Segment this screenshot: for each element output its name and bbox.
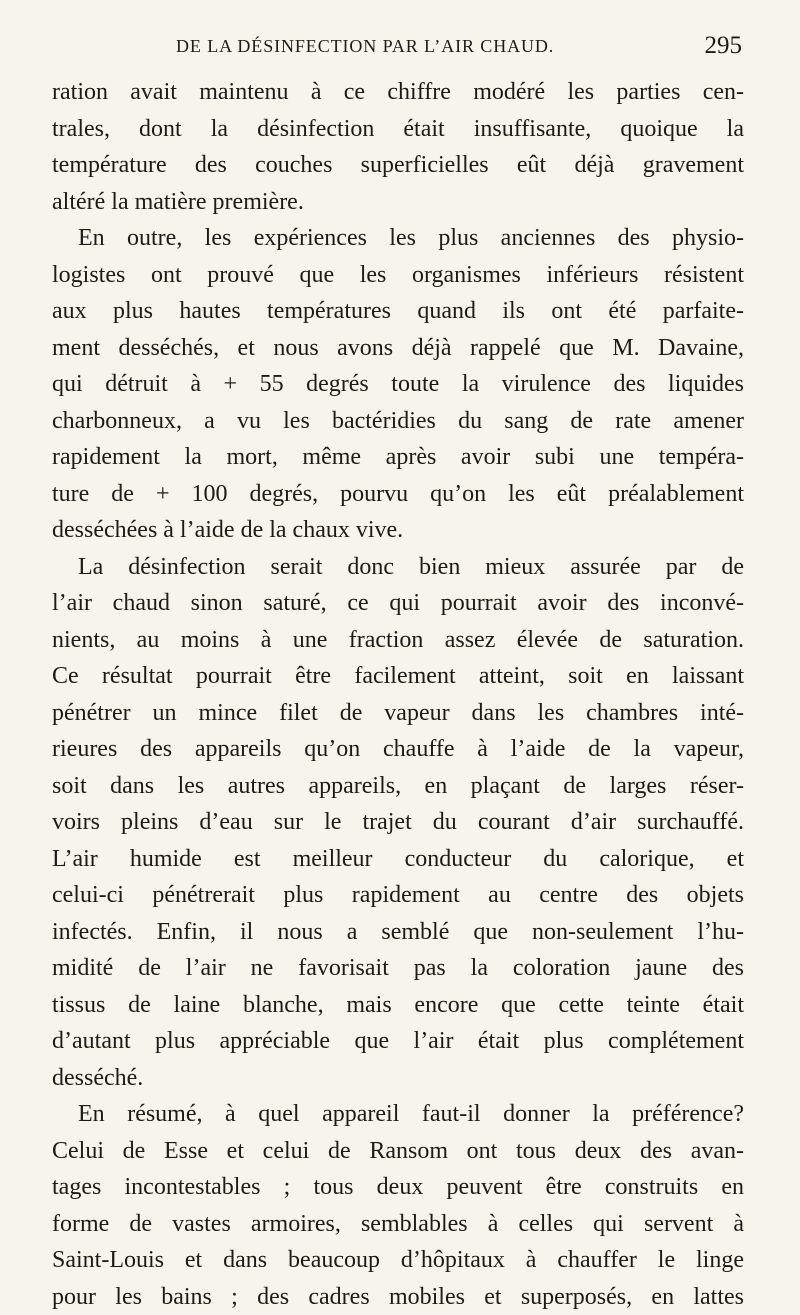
text-line: pour les bains ; des cadres mobiles et superposés, en lattes [52,1279,744,1315]
text-line: rapidement la mort, même après avoir subi une tempéra- [52,439,744,476]
text-line: température des couches superficielles eût déjà gravement [52,147,744,184]
text-line: desséché. [52,1060,744,1097]
text-line: infectés. Enfin, il nous a semblé que non-seulement l’hu- [52,914,744,951]
body-text [52,74,744,1315]
text-line: ture de + 100 degrés, pourvu qu’on les eût préalablement [52,476,744,513]
text-line: midité de l’air ne favorisait pas la coloration jaune des [52,950,744,987]
text-line: La désinfection serait donc bien mieux assurée par de [52,549,744,586]
text-line: tissus de laine blanche, mais encore que cette teinte était [52,987,744,1024]
text-line: logistes ont prouvé que les organismes inférieurs résistent [52,257,744,294]
text-line: pénétrer un mince filet de vapeur dans les chambres inté- [52,695,744,732]
text-line: ration avait maintenu à ce chiffre modéré les parties cen- [52,74,744,111]
text-line: desséchées à l’aide de la chaux vive. [52,512,744,549]
text-line: soit dans les autres appareils, en plaçant de larges réser- [52,768,744,805]
text-line: En résumé, à quel appareil faut-il donner la préférence? [52,1096,744,1133]
text-line: voirs pleins d’eau sur le trajet du courant d’air surchauffé. [52,804,744,841]
text-line: charbonneux, a vu les bactéridies du sang de rate amener [52,403,744,440]
text-line: qui détruit à + 55 degrés toute la virulence des liquides [52,366,744,403]
page-header [50,28,750,68]
text-line: forme de vastes armoires, semblables à celles qui servent à [52,1206,744,1243]
text-line: nients, au moins à une fraction assez élevée de saturation. [52,622,744,659]
text-line: L’air humide est meilleur conducteur du calorique, et [52,841,744,878]
page-number: 295 [705,32,743,60]
text-line: trales, dont la désinfection était insuffisante, quoique la [52,111,744,148]
text-line: Celui de Esse et celui de Ransom ont tous deux des avan- [52,1133,744,1170]
text-line: l’air chaud sinon saturé, ce qui pourrait avoir des inconvé- [52,585,744,622]
text-line: rieures des appareils qu’on chauffe à l’aide de la vapeur, [52,731,744,768]
text-line: aux plus hautes températures quand ils ont été parfaite- [52,293,744,330]
text-line: d’autant plus appréciable que l’air était plus complétement [52,1023,744,1060]
text-line: En outre, les expériences les plus anciennes des physio- [52,220,744,257]
text-line: altéré la matière première. [52,184,744,221]
text-line: Ce résultat pourrait être facilement atteint, soit en laissant [52,658,744,695]
text-line: Saint-Louis et dans beaucoup d’hôpitaux à chauffer le linge [52,1242,744,1279]
text-line: tages incontestables ; tous deux peuvent être construits en [52,1169,744,1206]
text-line: celui-ci pénétrerait plus rapidement au centre des objets [52,877,744,914]
text-line: ment desséchés, et nous avons déjà rappelé que M. Davaine, [52,330,744,367]
running-title: DE LA DÉSINFECTION PAR L’AIR CHAUD. [176,36,554,57]
